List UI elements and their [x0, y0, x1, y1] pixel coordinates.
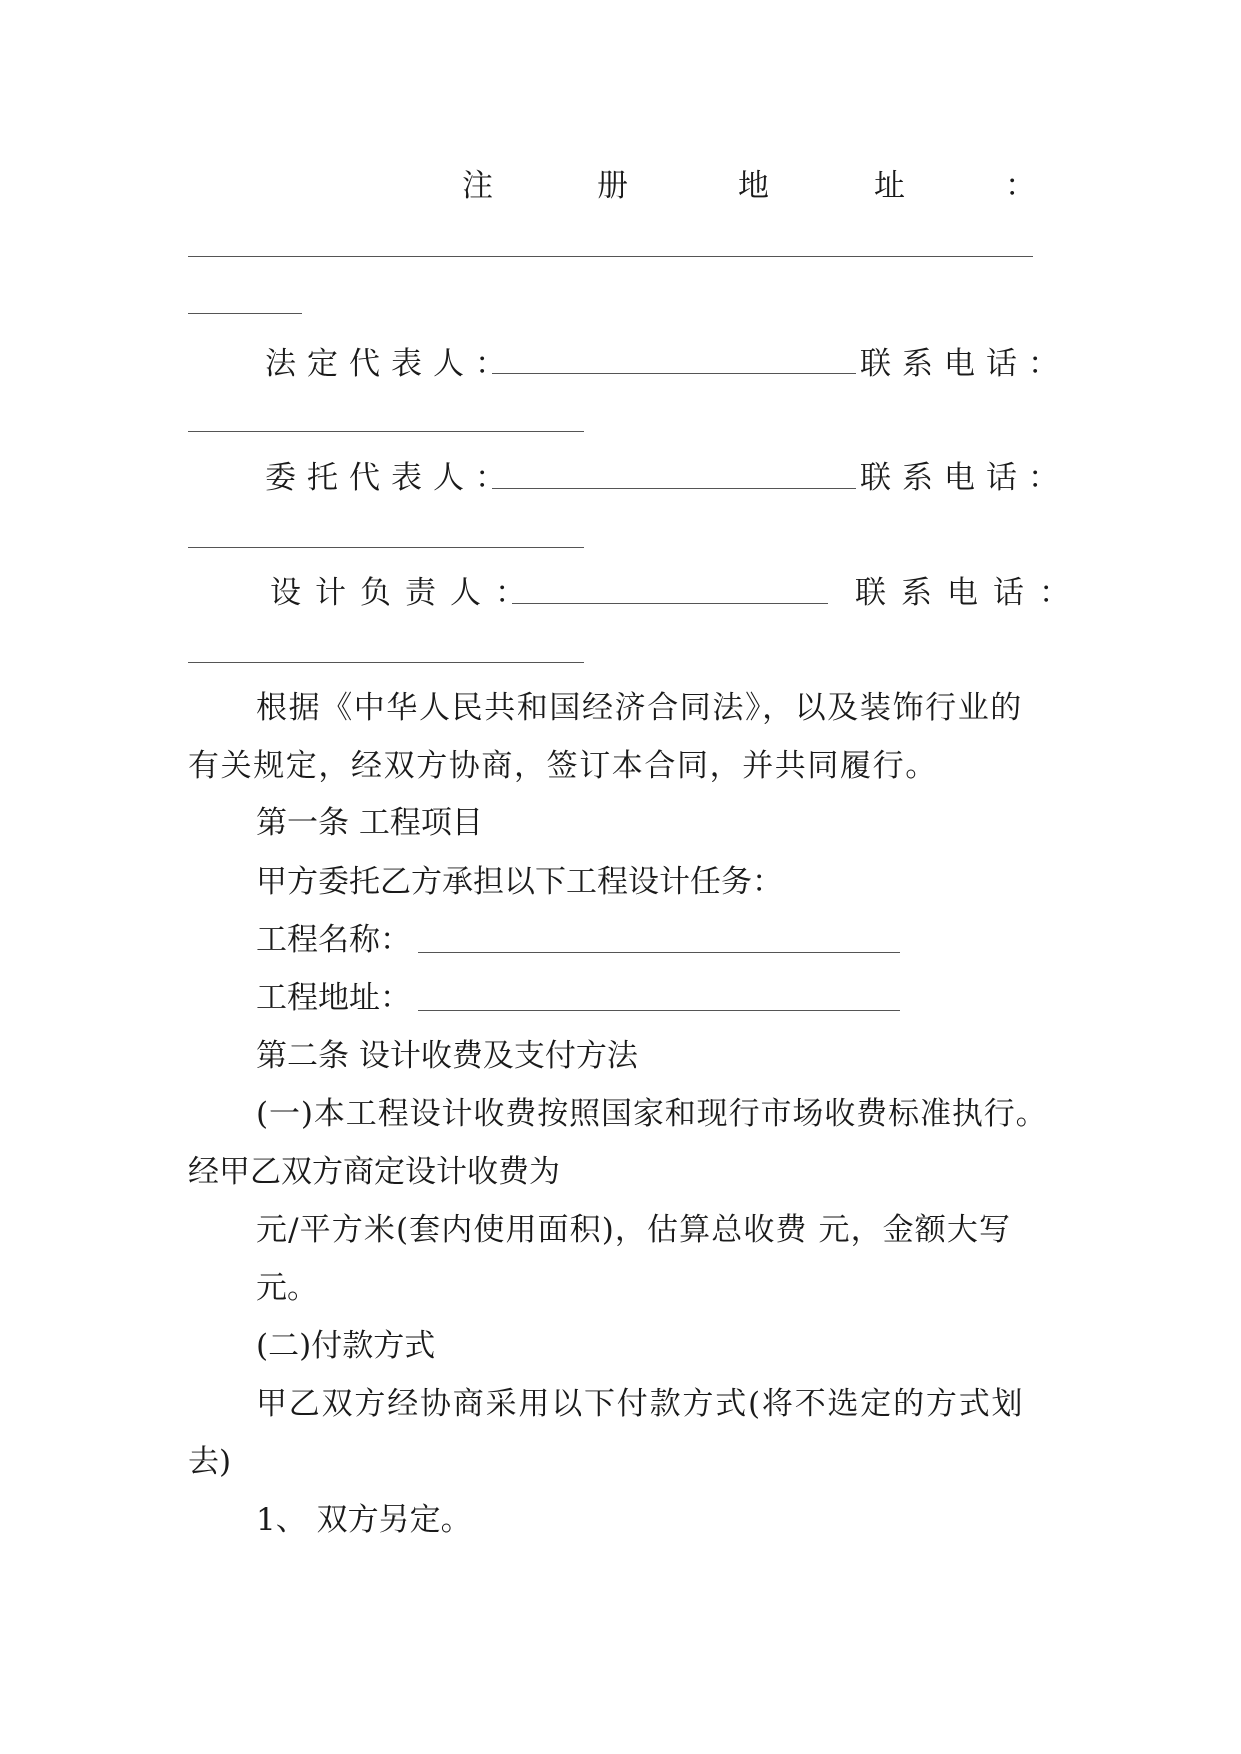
intro-line-2: 有关规定，经双方协商，签订本合同，并共同履行。: [188, 748, 938, 784]
project-address-blank: [418, 1010, 900, 1011]
entrusted-rep-phone-blank: [188, 547, 584, 548]
payment-line-1: 甲乙双方经协商采用以下付款方式(将不选定的方式划: [256, 1386, 1025, 1422]
legal-rep-phone-label: 联系电话：: [860, 346, 1070, 382]
project-name-label: 工程名称：: [256, 922, 411, 958]
fee-line-1: (一)本工程设计收费按照国家和现行市场收费标准执行。: [256, 1096, 1048, 1132]
intro-line-1: 根据《中华人民共和国经济合同法》，以及装饰行业的: [256, 690, 1023, 726]
design-lead-label: 设计负责人：: [270, 575, 540, 611]
payment-title: (二)付款方式: [256, 1328, 436, 1364]
fee-line-2: 经甲乙双方商定设计收费为: [188, 1154, 560, 1190]
reg-addr-blank-line-2: [188, 313, 302, 314]
article-2-title: 第二条 设计收费及支付方法: [256, 1038, 638, 1074]
fee-line-3: 元/平方米(套内使用面积)，估算总收费 元，金额大写: [256, 1212, 1012, 1248]
reg-addr-char-3: 地: [738, 168, 769, 204]
design-lead-phone-label: 联系电话：: [855, 575, 1085, 611]
article-1-text: 甲方委托乙方承担以下工程设计任务：: [256, 864, 783, 900]
project-name-blank: [418, 952, 900, 953]
reg-addr-char-1: 注: [462, 168, 493, 204]
legal-rep-label: 法定代表人：: [265, 346, 517, 382]
project-address-label: 工程地址：: [256, 980, 411, 1016]
entrusted-rep-blank: [492, 488, 856, 489]
legal-rep-blank: [492, 373, 856, 374]
reg-addr-char-2: 册: [597, 168, 628, 204]
payment-item-1: 1、 双方另定。: [256, 1502, 472, 1538]
design-lead-blank: [512, 603, 828, 604]
legal-rep-phone-blank: [188, 431, 584, 432]
design-lead-phone-blank: [188, 662, 584, 663]
payment-line-2: 去): [188, 1444, 232, 1480]
article-1-title: 第一条 工程项目: [256, 805, 483, 841]
entrusted-rep-label: 委托代表人：: [265, 460, 517, 496]
reg-addr-blank-line-1: [188, 256, 1033, 257]
entrusted-rep-phone-label: 联系电话：: [860, 460, 1070, 496]
reg-addr-char-4: 址: [874, 168, 905, 204]
fee-line-4: 元。: [256, 1270, 318, 1306]
reg-addr-char-5: ：: [1005, 168, 1036, 204]
